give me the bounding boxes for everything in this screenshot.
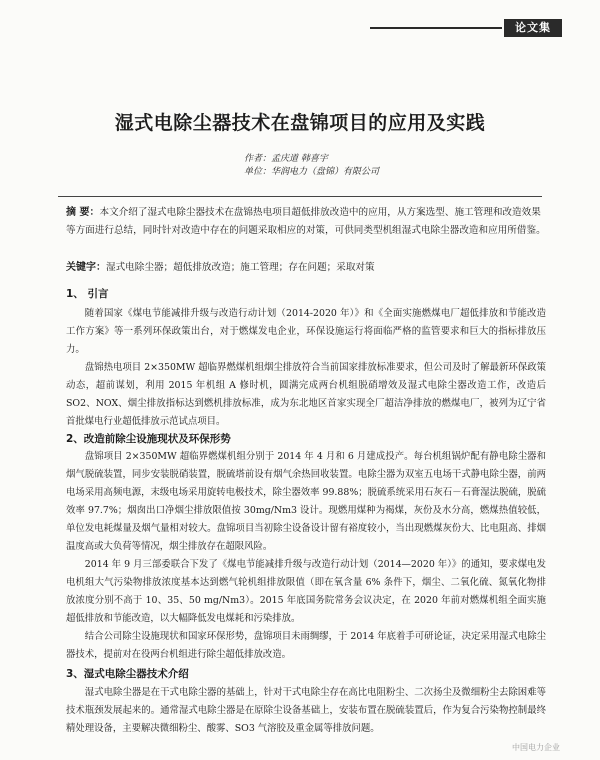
article-authors: 作者：孟庆道 韩喜宇 (244, 154, 328, 164)
abstract-divider (58, 196, 542, 197)
article-title: 湿式电除尘器技术在盘锦项目的应用及实践 (114, 112, 486, 134)
section-heading-technology: 3、湿式电除尘器技术介绍 (66, 668, 189, 680)
paragraph: 结合公司除尘设施现状和国家环保形势，盘锦项目未雨绸缪，于 2014 年底着手可研论证，决定采用湿式电除尘器技术，提前对在役两台机组进行除尘超低排放改造。 (66, 631, 546, 660)
section-heading-status: 2、改造前除尘设施现状及环保形势 (66, 433, 231, 445)
article-unit: 单位：华润电力（盘锦）有限公司 (244, 167, 380, 177)
paragraph: 随着国家《煤电节能减排升级与改造行动计划（2014-2020 年）》和《全面实施燃煤电厂超低排放和节能改造工作方案》等一系列环保政策出台，对于燃煤发电企业，环保设施运行将面临严格的监管要求和巨大的指标排放压力。 (66, 308, 546, 355)
section-heading-introduction: 1、 引言 (66, 288, 109, 300)
keywords-block (66, 260, 546, 276)
section-label-tab: 论文集 (504, 19, 562, 37)
header-rule (370, 27, 502, 29)
keywords-text: 湿式电除尘器；超低排放改造；施工管理；存在问题；采取对策 (106, 262, 375, 273)
footer-mark: 中国电力企业 (512, 743, 560, 752)
paragraph: 2014 年 9 月三部委联合下发了《煤电节能减排升级与改造行动计划（2014—2020 年）》的通知，要求煤电发电机组大气污染物排放浓度基本达到燃气轮机组排放限值（即在氧含量 6% 条件下，烟尘、二氧化硫、氮氧化物排放浓度分别不高于 10、35、50 mg/Nm3）。2015 年底国务院常务会议决定，在 2020 年前对燃煤机组全面实施超低排放和节能改造，以大幅降低发电煤耗和污染排放。 (66, 559, 546, 624)
keywords-label: 关键字： (66, 262, 106, 273)
paragraph: 湿式电除尘器是在干式电除尘器的基础上，针对干式电除尘存在高比电阻粉尘、二次扬尘及微细粉尘去除困难等技术瓶颈发展起来的。通常湿式电除尘器是在原除尘设备基础上，安装布置在脱硫装置后，作为复合污染物控制最终精处理设备，主要解决微细粉尘、酸雾、SO3 气溶胶及重金属等排放问题。 (66, 687, 546, 734)
abstract-label: 摘 要： (66, 207, 100, 218)
abstract-text: 本文介绍了湿式电除尘器技术在盘锦热电项目超低排放改造中的应用，从方案选型、施工管理和改造效果等方面进行总结，同时针对改造中存在的问题采取相应的对策，可供同类型机组湿式电除尘器改造和应用所借鉴。 (66, 207, 546, 236)
abstract-block (66, 204, 546, 240)
paragraph: 盘锦热电项目 2×350MW 超临界燃煤机组烟尘排放符合当前国家排放标准要求，但公司及时了解最新环保政策动态，超前谋划，利用 2015 年机组 A 修时机，圆满完成两台机组脱硝增效及湿式电除尘器改造工作，改造后 SO2、NOX、烟尘排放指标达到燃机排放标准，成为东北地区首家实现全厂超洁净排放的燃煤电厂，被列为辽宁省首批煤电行业超低排放示范试点项目。 (66, 362, 546, 427)
paragraph: 盘锦项目 2×350MW 超临界燃煤机组分别于 2014 年 4 月和 6 月建成投产。每台机组锅炉配有静电除尘器和烟气脱硫装置，同步安装脱硝装置，脱硫塔前设有烟气余热回收装置。电除尘器为双室五电场干式静电除尘器，前两电场采用高频电源，末级电场采用旋转电极技术，除尘器效率 99.88%；脱硫系统采用石灰石－石膏湿法脱硫，脱硫效率 97.7%；烟囱出口净烟尘排放限值按 30mg/Nm3 设计。现燃用煤种为褐煤，灰份及水分高，燃煤热值较低，单位发电耗煤量及烟气量相对较大。盘锦项目当初除尘设备设计留有裕度较小，当出现燃煤灰份大、比电阻高、排烟温度高或大负荷等情况，烟尘排放存在超限风险。 (66, 451, 546, 552)
